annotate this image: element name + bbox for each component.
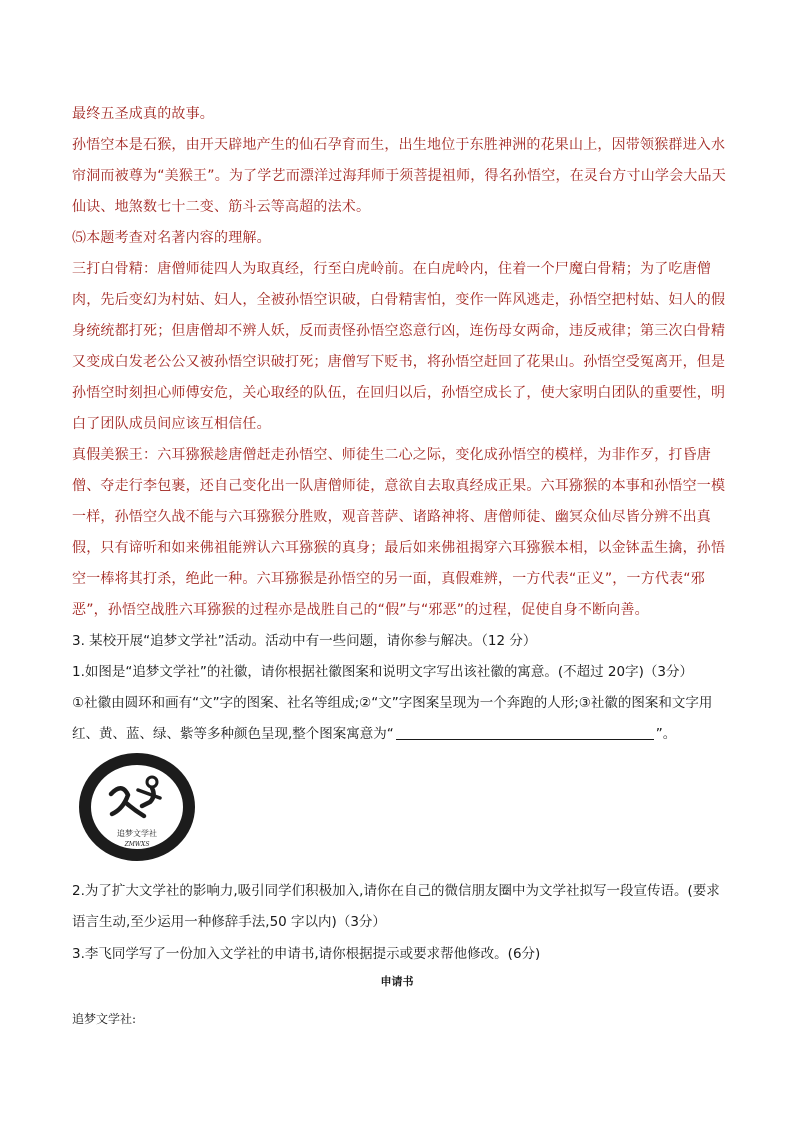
answer-blank[interactable] (396, 723, 654, 740)
application-title: 申请书 (380, 975, 414, 988)
application-salutation: 追梦文学社: (72, 1012, 137, 1026)
question-1-prompt: 1.如图是“追梦文学社”的社徽，请你根据社徽图案和说明文字写出该社徽的寓意。(不超过 20字)（3分） (72, 664, 693, 680)
society-emblem-logo (78, 752, 196, 862)
answer-meihouwang-paragraph: 真假美猴王：六耳猕猴趁唐僧赶走孙悟空、师徒生二心之际，变化成孙悟空的模样，为非作歹，打昏唐僧、夺走行李包裹，还自己变化出一队唐僧师徒，意欲自去取真经成正果。六耳猕猴的本事和孙悟空一模一样，孙悟空久战不能与六耳猕猴分胜败，观音菩萨、诸路神将、唐僧师徒、幽冥众仙尽皆分辨不出真假，只有谛听和如来佛祖能辨认六耳猕猴的真身；最后如来佛祖揭穿六耳猕猴本相，以金钵盂生擒，孙悟空一棒将其打杀，绝此一种。六耳猕猴是孙悟空的另一面，真假难辨，一方代表“正义”，一方代表“邪恶”，孙悟空战胜六耳猕猴的过程亦是战胜自己的“假”与“邪恶”的过程，促使自身不断向善。 (72, 447, 726, 618)
answer-baigujing-paragraph: 三打白骨精：唐僧师徒四人为取真经，行至白虎岭前。在白虎岭内，住着一个尸魔白骨精；为了吃唐僧肉，先后变幻为村姑、妇人，全被孙悟空识破，白骨精害怕，变作一阵风逃走，孙悟空把村姑、妇人的假身统统都打死；但唐僧却不辨人妖，反而责怪孙悟空恣意行凶，连伤母女两命，违反戒律；第三次白骨精又变成白发老公公又被孙悟空识破打死；唐僧写下贬书，将孙悟空赶回了花果山。孙悟空受冤离开，但是孙悟空时刻担心师傅安危，关心取经的队伍，在回归以后，孙悟空成长了，使大家明白团队的重要性，明白了团队成员间应该互相信任。 (72, 261, 726, 432)
question-3-prompt: 3.李飞同学写了一份加入文学社的申请书,请你根据提示或要求帮他修改。(6分) (72, 946, 541, 962)
question-1-description-text: ①社徽由圆环和画有“文”字的图案、社名等组成;②“文”字图案呈现为一个奔跑的人形;③社徽的图案和文字用红、黄、蓝、绿、紫等多种颜色呈现,整个图案寓意为“ (72, 695, 713, 742)
question-2-prompt: 2.为了扩大文学社的影响力,吸引同学们积极加入,请你在自己的微信朋友圈中为文学社拟写一段宣传语。(要求语言生动,至少运用一种修辞手法,50 字以内)（3分） (72, 883, 720, 930)
question-3-header: 3. 某校开展“追梦文学社”活动。活动中有一些问题，请你参与解决。（12 分） (72, 633, 537, 649)
question-1-description-end: ”。 (655, 726, 677, 742)
emblem-society-name: 追梦文学社 (117, 829, 157, 838)
running-figure-icon (111, 777, 160, 816)
answer-point-5: ⑸本题考查对名著内容的理解。 (72, 230, 271, 246)
answer-wukong-paragraph: 孙悟空本是石猴，由开天辟地产生的仙石孕育而生，出生地位于东胜神洲的花果山上，因带领猴群进入水帘洞而被尊为“美猴王”。为了学艺而漂洋过海拜师于须菩提祖师，得名孙悟空，在灵台方寸山学会大品天仙诀、地煞数七十二变、筋斗云等高超的法术。 (72, 137, 726, 215)
answer-intro-line: 最终五圣成真的故事。 (72, 106, 214, 122)
emblem-abbreviation: ZMWXS (124, 841, 150, 848)
question-1-description (72, 688, 732, 750)
